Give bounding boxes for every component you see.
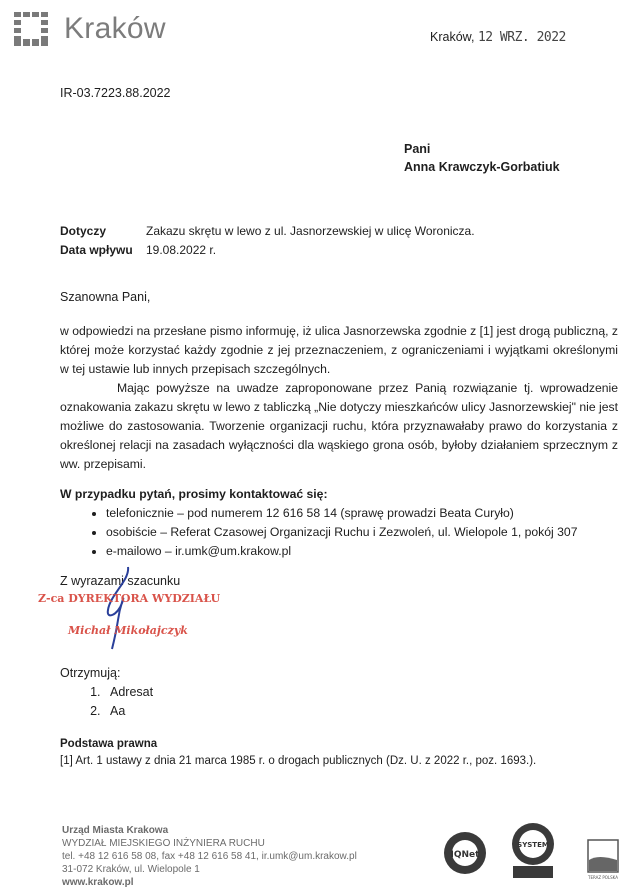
contact-in-person: • osobiście – Referat Czasowej Organizacji Ruchu i Zezwoleń, ul. Wielopole 1, pokój 307 xyxy=(106,523,578,542)
legal-basis-heading: Podstawa prawna xyxy=(60,738,158,750)
recipient-item: 2. Aa xyxy=(104,702,153,721)
svg-text:SYSTEM: SYSTEM xyxy=(517,841,549,849)
footer-address xyxy=(62,824,357,889)
contact-heading: W przypadku pytań, prosimy kontaktować się: xyxy=(60,487,328,501)
logo-text: Kraków xyxy=(64,12,166,45)
legal-basis-item: [1] Art. 1 ustawy z dnia 21 marca 1985 r. o drogach publicznych (Dz. U. z 2022 r., poz. 1693.). xyxy=(60,755,537,767)
date-stamp: 12 WRZ. 2022 xyxy=(477,30,566,45)
greeting: Szanowna Pani, xyxy=(60,290,151,304)
handwritten-signature-icon xyxy=(100,565,140,650)
recipient-salutation: Pani xyxy=(404,142,431,156)
meta-row-received-date xyxy=(60,241,475,260)
recipients-heading: Otrzymują: xyxy=(60,666,121,680)
contact-section xyxy=(60,485,578,561)
meta-label: Data wpływu xyxy=(60,243,133,257)
legal-basis xyxy=(60,736,536,770)
teraz-polska-icon xyxy=(586,836,620,882)
recipients-list xyxy=(60,683,153,721)
footer-street: 31-072 Kraków, ul. Wielopole 1 xyxy=(62,864,200,875)
contact-email: • e-mailowo – ir.umk@um.krakow.pl xyxy=(106,542,578,561)
krakow-logo xyxy=(14,12,166,46)
letter-body xyxy=(60,322,618,474)
footer-contact: tel. +48 12 616 58 08, fax +48 12 616 58 41, ir.umk@um.krakow.pl xyxy=(62,851,357,862)
contact-list xyxy=(60,504,578,561)
meta-label: Dotyczy xyxy=(60,224,107,238)
meta-row-subject xyxy=(60,222,475,241)
iqnet-certified-icon xyxy=(442,830,488,876)
svg-text:TERAZ POLSKA: TERAZ POLSKA xyxy=(588,875,618,880)
footer-website: www.krakow.pl xyxy=(62,877,134,888)
recipient-item: 1. Adresat xyxy=(104,683,153,702)
krakow-logo-mark-icon xyxy=(14,12,48,46)
date-place: Kraków, xyxy=(430,30,475,44)
reference-number: IR-03.7223.88.2022 xyxy=(60,86,171,100)
svg-text:IQNet: IQNet xyxy=(450,850,480,860)
closing-phrase: Z wyrazami szacunku xyxy=(60,574,181,588)
body-paragraph: Mając powyższe na uwadze zaproponowane przez Panią rozwiązanie tj. wprowadzenie oznakowania zakazu skrętu w lewo z tabliczką „Nie dotyczy mieszkańców ulicy Jasnorzewskiej" nie jest możliwe do zastosowania. Tworzenie organizacji ruchu, która przyznawałaby prawo do korzystania z określonej relacji na zasadach wyłączności dla wąskiego grona osób, byłoby działaniem sprzecznym z ww. przepisami. xyxy=(60,381,618,471)
body-paragraph: w odpowiedzi na przesłane pismo informuję, iż ulica Jasnorzewska zgodnie z [1] jest drogą publiczną, z której może korzystać każdy zgodnie z jej przeznaczeniem, z ograniczeniami i wyjątkami określonymi w tej ustawie lub innych przepisach szczególnych. xyxy=(60,324,618,376)
signatory-title: Z-ca DYREKTORA WYDZIAŁU xyxy=(38,592,221,605)
recipient-name: Anna Krawczyk-Gorbatiuk xyxy=(404,160,560,174)
footer-department: WYDZIAŁ MIEJSKIEGO INŻYNIERA RUCHU xyxy=(62,838,265,849)
recipients-section xyxy=(60,664,153,721)
letter-meta xyxy=(60,222,475,260)
meta-value: 19.08.2022 r. xyxy=(146,243,217,257)
meta-value: Zakazu skrętu w lewo z ul. Jasnorzewskiej w ulicę Woronicza. xyxy=(146,224,475,238)
signatory-name: Michał Mikołajczyk xyxy=(68,624,188,637)
letter-date xyxy=(430,30,566,45)
contact-phone: • telefonicznie – pod numerem 12 616 58 14 (sprawę prowadzi Beata Curyło) xyxy=(106,504,578,523)
footer-office: Urząd Miasta Krakowa xyxy=(62,825,169,836)
recipient-address xyxy=(404,140,560,176)
quality-system-icon xyxy=(508,822,558,882)
